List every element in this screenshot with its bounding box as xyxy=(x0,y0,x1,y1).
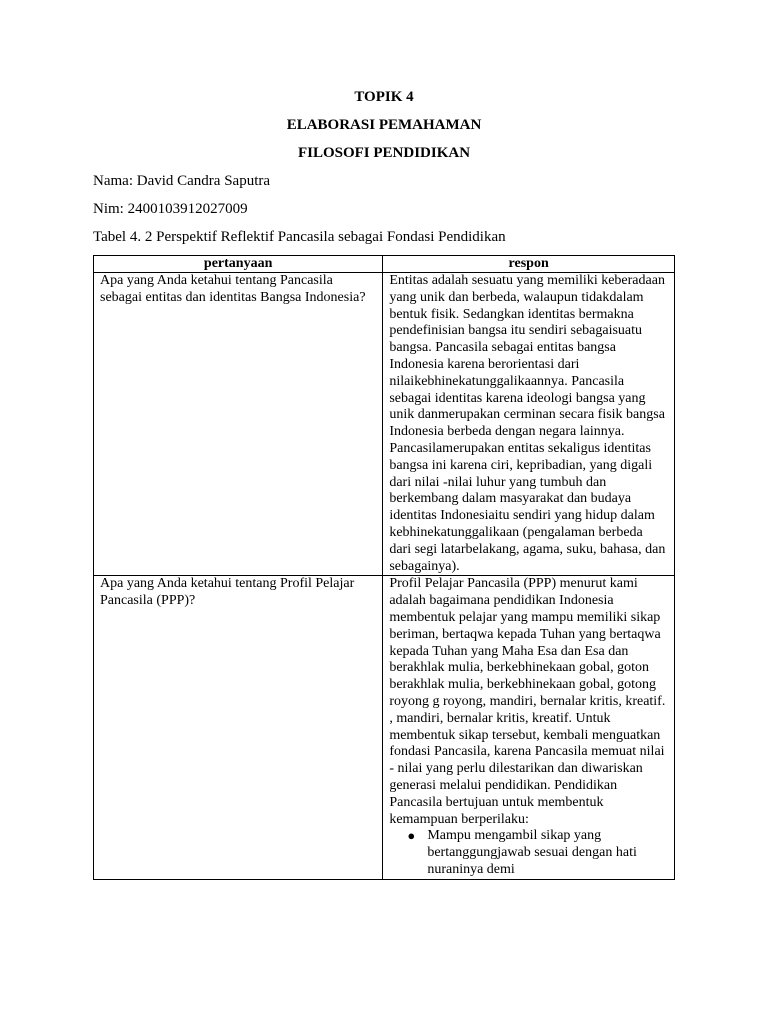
column-header-question: pertanyaan xyxy=(94,256,383,273)
table-row xyxy=(94,576,675,879)
topic-heading: TOPIK 4 xyxy=(354,89,414,105)
table-caption: Tabel 4. 2 Perspektif Reflektif Pancasila sebagai Fondasi Pendidikan xyxy=(93,229,506,245)
answer-cell: Entitas adalah sesuatu yang memiliki keberadaan yang unik dan berbeda, walaupun tidakdalam bentuk fisik. Sedangkan identitas bermakna pendefinisian bangsa itu sendiri sebagaisuatu bangsa. Pancasila sebagai entitas bangsa Indonesia karena berorientasi dari nilaikebhinekatunggalikaannya. Pancasila sebagai identitas karena ideologi bangsa yang unik danmerupakan cerminan secara fisik bangsa Indonesia berbeda dengan negara lainnya. Pancasilamerupakan entitas sekaligus identitas bangsa ini karena ciri, kepribadian, yang digali dari nilai -nilai luhur yang tumbuh dan berkembang dalam masyarakat dan budaya identitas Indonesiaitu sendiri yang hidup dalam kebhinekatunggalikaan (pengalaman berbeda dari segi latarbelakang, agama, suku, bahasa, dan sebagainya). xyxy=(383,273,675,576)
table-row xyxy=(94,273,675,576)
table-header-row xyxy=(94,256,675,273)
list-item-text: Mampu mengambil sikap yang bertanggungjawab sesuai dengan hati nuraninya demi xyxy=(427,828,637,877)
course-heading: FILOSOFI PENDIDIKAN xyxy=(297,145,471,161)
question-cell: Apa yang Anda ketahui tentang Profil Pelajar Pancasila (PPP)? xyxy=(94,576,383,879)
answer-text: Profil Pelajar Pancasila (PPP) menurut kami adalah bagaimana pendidikan Indonesia membentuk pelajar yang mampu memiliki sikap beriman, bertaqwa kepada Tuhan yang bertaqwa kepada Tuhan yang Maha Esa dan Esa dan berakhlak mulia, berkebhinekaan gobal, goton berakhlak mulia, berkebhinekaan gobal, gotong royong g royong, mandiri, bernalar kritis, kreatif. , mandiri, bernalar kritis, kreatif. Untuk membentuk sikap tersebut, kembali menguatkan fondasi Pancasila, karena Pancasila memuat nilai - nilai yang perlu dilestarikan dan diwariskan generasi melalui pendidikan. Pendidikan Pancasila bertujuan untuk membentuk kemampuan berperilaku: xyxy=(389,576,666,827)
answer-cell xyxy=(383,576,675,879)
question-cell: Apa yang Anda ketahui tentang Pancasila sebagai entitas dan identitas Bangsa Indonesia? xyxy=(94,273,383,576)
student-nim: Nim: 2400103912027009 xyxy=(93,201,248,217)
bullet-icon: ● xyxy=(407,828,416,844)
answer-bullet-list xyxy=(389,828,668,878)
column-header-response: respon xyxy=(383,256,675,273)
list-item xyxy=(407,828,668,878)
reflection-table xyxy=(93,255,675,880)
student-name: Nama: David Candra Saputra xyxy=(93,173,271,189)
subtitle-heading: ELABORASI PEMAHAMAN xyxy=(286,117,482,133)
